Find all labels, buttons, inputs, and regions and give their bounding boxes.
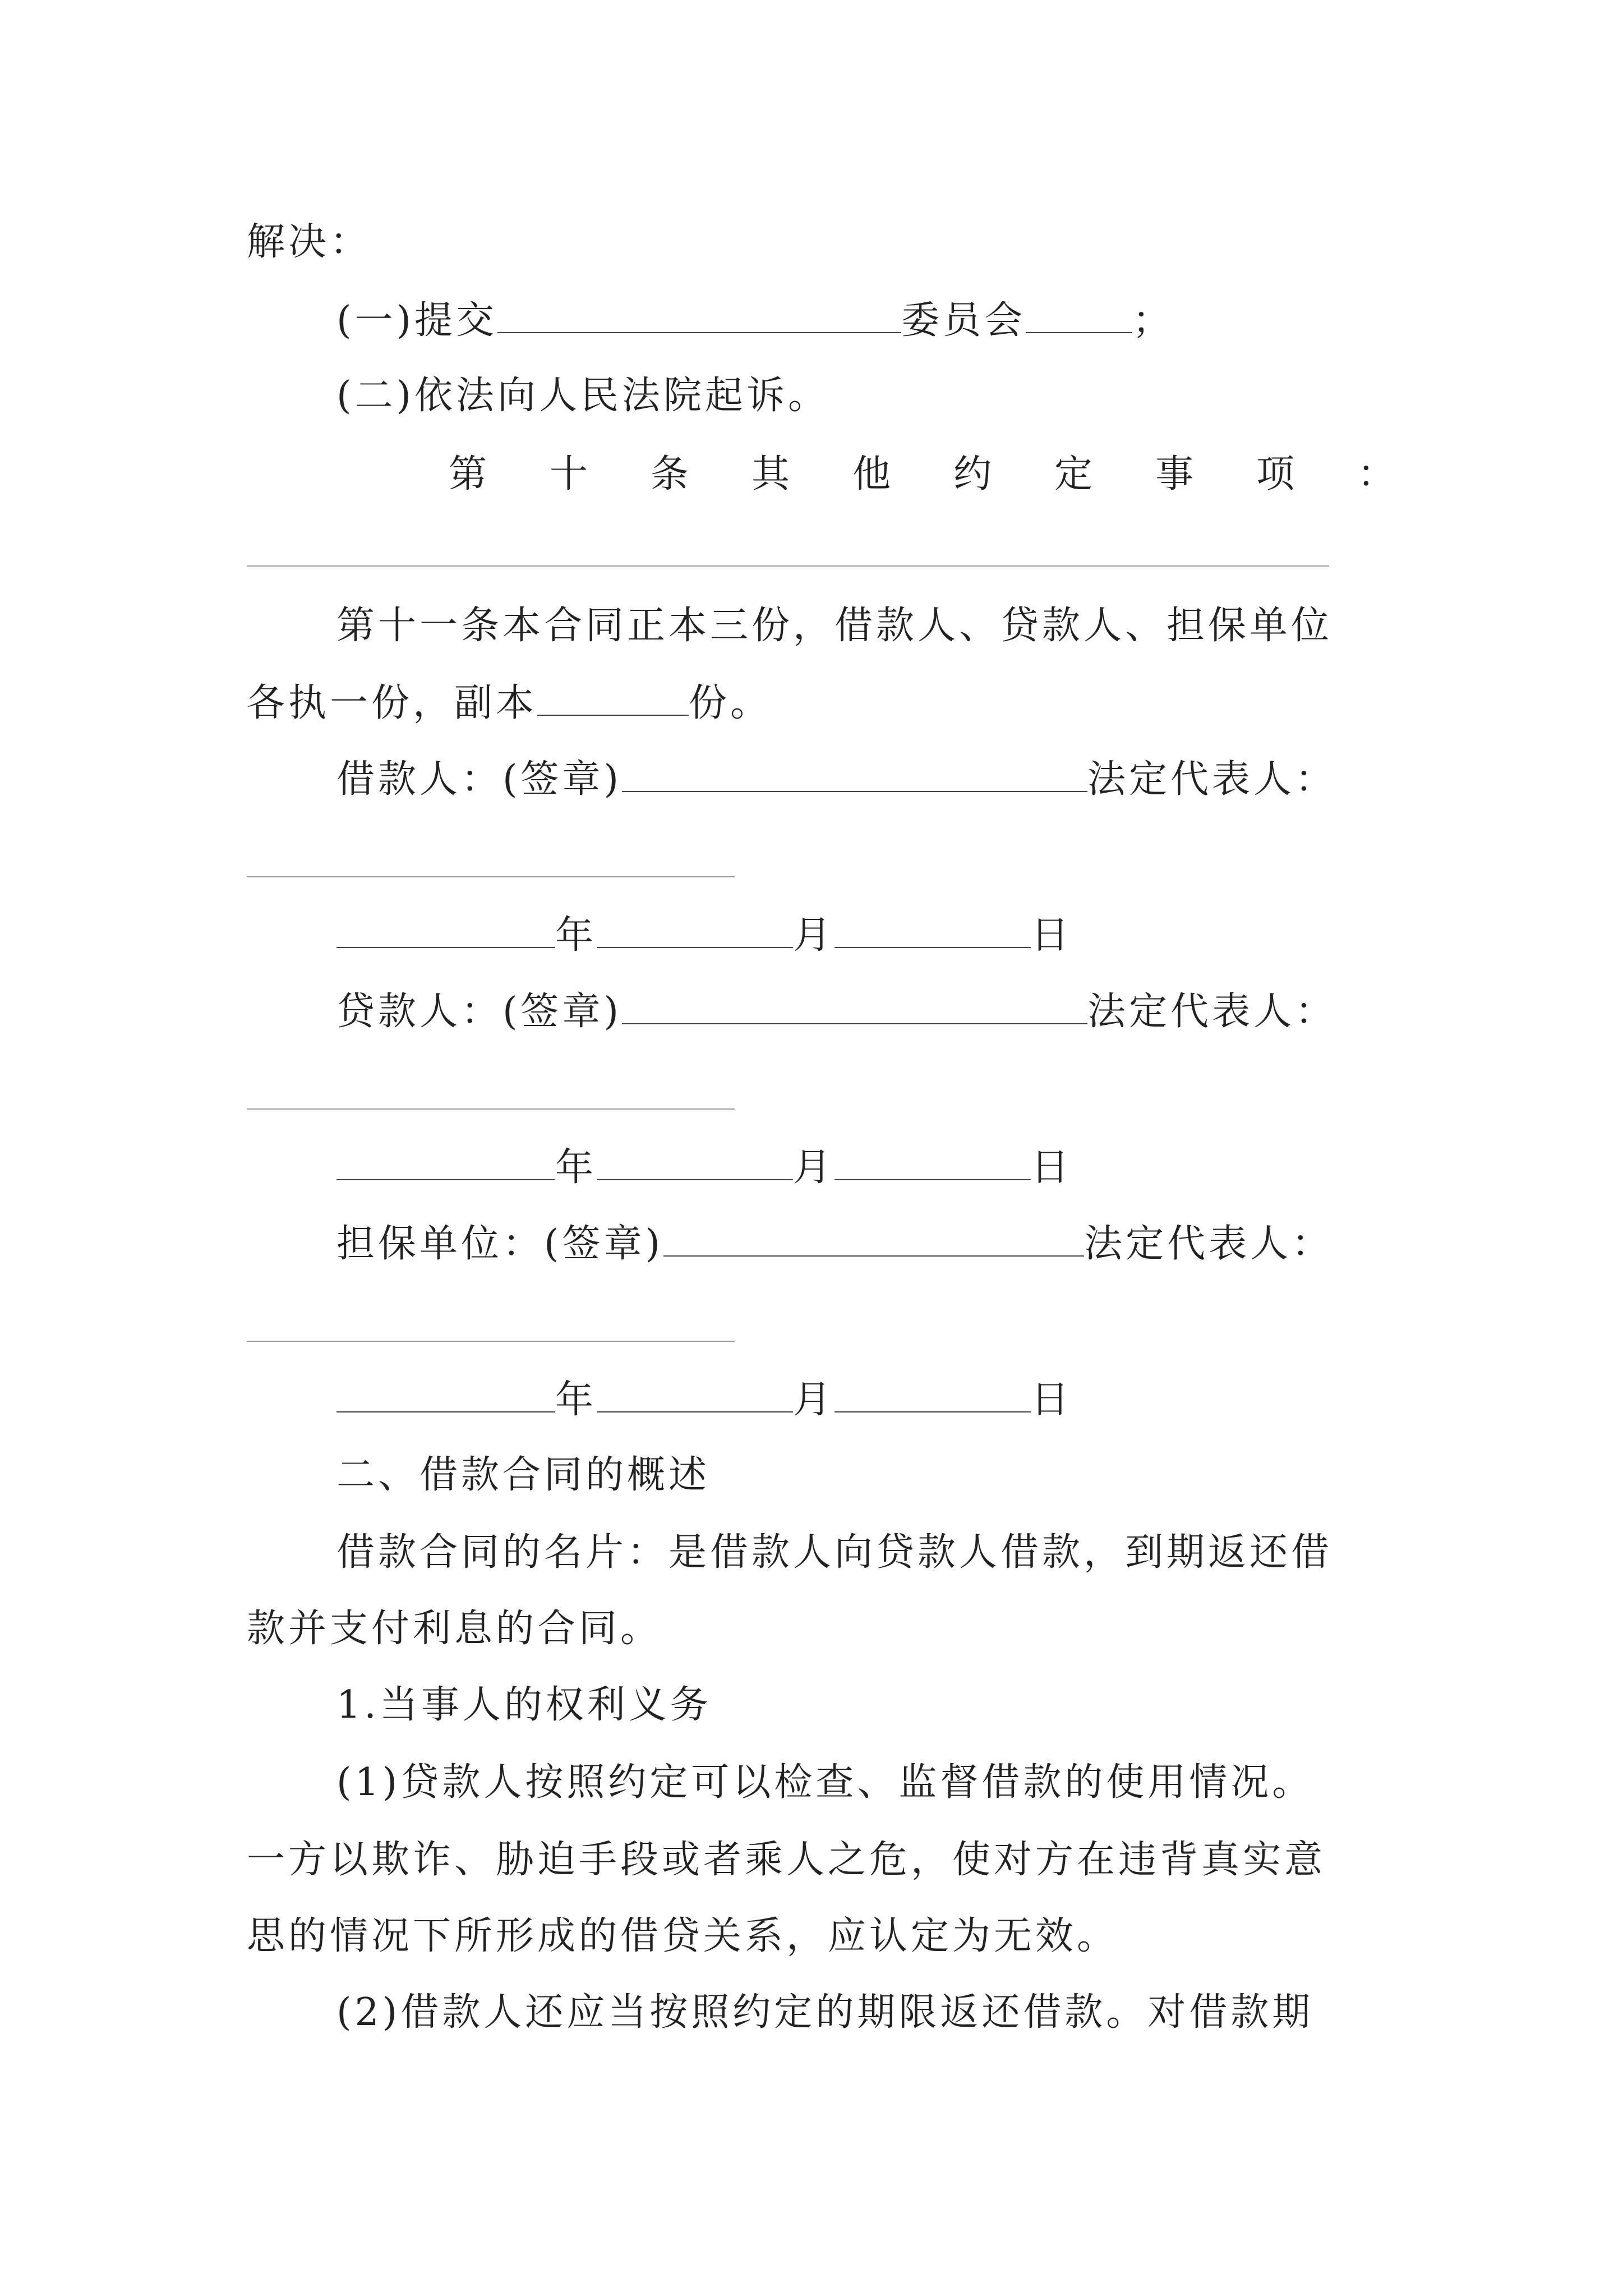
text-span: 份。	[689, 681, 772, 725]
signature-field[interactable]	[622, 992, 1087, 1024]
day-field[interactable]	[834, 915, 1031, 948]
paragraph-line: 款并支付利息的合同。	[247, 1607, 662, 1651]
month-field[interactable]	[597, 1148, 793, 1180]
signature-field[interactable]	[663, 1224, 1084, 1257]
year-field[interactable]	[336, 1148, 555, 1180]
char: 他	[852, 452, 895, 496]
section-heading: 二、借款合同的概述	[336, 1453, 711, 1497]
year-label: 年	[555, 1145, 597, 1190]
item-suffix: ；	[1132, 298, 1174, 343]
char: 十	[550, 452, 592, 496]
char: 定	[1054, 452, 1096, 496]
day-label: 日	[1031, 913, 1073, 958]
signature-field[interactable]	[622, 760, 1087, 792]
item-prefix: (一)提交	[336, 298, 498, 343]
legal-rep-blank[interactable]	[247, 1108, 735, 1110]
item-middle: 委员会	[901, 298, 1026, 343]
year-label: 年	[555, 913, 597, 958]
blank-rule[interactable]	[247, 565, 1329, 567]
paragraph-line: 一方以欺诈、胁迫手段或者乘人之危，使对方在违背真实意	[247, 1838, 1326, 1882]
lawsuit-item: (二)依法向人民法院起诉。	[336, 374, 830, 418]
day-field[interactable]	[834, 1148, 1031, 1180]
char: 第	[449, 452, 491, 496]
char: 项	[1256, 452, 1298, 496]
char: 其	[751, 452, 794, 496]
char: 约	[953, 452, 995, 496]
paragraph-line: 借款合同的名片：是借款人向贷款人借款，到期返还借	[336, 1530, 1333, 1575]
blank-field[interactable]	[1026, 301, 1132, 333]
borrower-label: 借款人：(签章)	[336, 757, 623, 802]
month-label: 月	[793, 913, 835, 958]
date-line	[336, 1145, 1073, 1190]
blank-field[interactable]	[537, 683, 689, 716]
char: ：	[1357, 452, 1399, 496]
article-11-line: 第十一条本合同正本三份，借款人、贷款人、担保单位	[336, 604, 1333, 648]
year-field[interactable]	[336, 1380, 555, 1412]
text-line: 解决：	[247, 220, 372, 264]
month-label: 月	[793, 1378, 835, 1422]
month-field[interactable]	[597, 915, 793, 948]
year-field[interactable]	[336, 915, 555, 948]
legal-rep-label: 法定代表人：	[1087, 757, 1337, 802]
paragraph-line: (1)贷款人按照约定可以检查、监督借款的使用情况。	[336, 1760, 1314, 1805]
paragraph-line: 思的情况下所形成的借贷关系，应认定为无效。	[247, 1914, 1119, 1958]
subsection-heading: 1.当事人的权利义务	[336, 1683, 712, 1727]
year-label: 年	[555, 1378, 597, 1422]
article-10-heading	[449, 452, 1399, 496]
guarantor-label: 担保单位：(签章)	[336, 1222, 664, 1266]
text-span: 各执一份，副本	[247, 681, 538, 725]
blank-field[interactable]	[497, 301, 901, 333]
guarantor-signature-line	[336, 1222, 1334, 1266]
legal-rep-label: 法定代表人：	[1087, 990, 1337, 1034]
day-label: 日	[1031, 1378, 1073, 1422]
char: 条	[651, 452, 693, 496]
paragraph-line: (2)借款人还应当按照约定的期限返还借款。对借款期	[336, 1990, 1314, 2035]
month-field[interactable]	[597, 1380, 793, 1412]
month-label: 月	[793, 1145, 835, 1190]
day-field[interactable]	[834, 1380, 1031, 1412]
lender-label: 贷款人：(签章)	[336, 990, 623, 1034]
legal-rep-blank[interactable]	[247, 876, 735, 877]
date-line	[336, 1378, 1073, 1422]
legal-rep-blank[interactable]	[247, 1341, 735, 1342]
lender-signature-line	[336, 990, 1337, 1034]
date-line	[336, 913, 1073, 958]
legal-rep-label: 法定代表人：	[1084, 1222, 1334, 1266]
day-label: 日	[1031, 1145, 1073, 1190]
article-11-line	[247, 683, 772, 723]
char: 事	[1155, 452, 1197, 496]
arbitration-item	[336, 298, 1174, 343]
borrower-signature-line	[336, 757, 1337, 802]
